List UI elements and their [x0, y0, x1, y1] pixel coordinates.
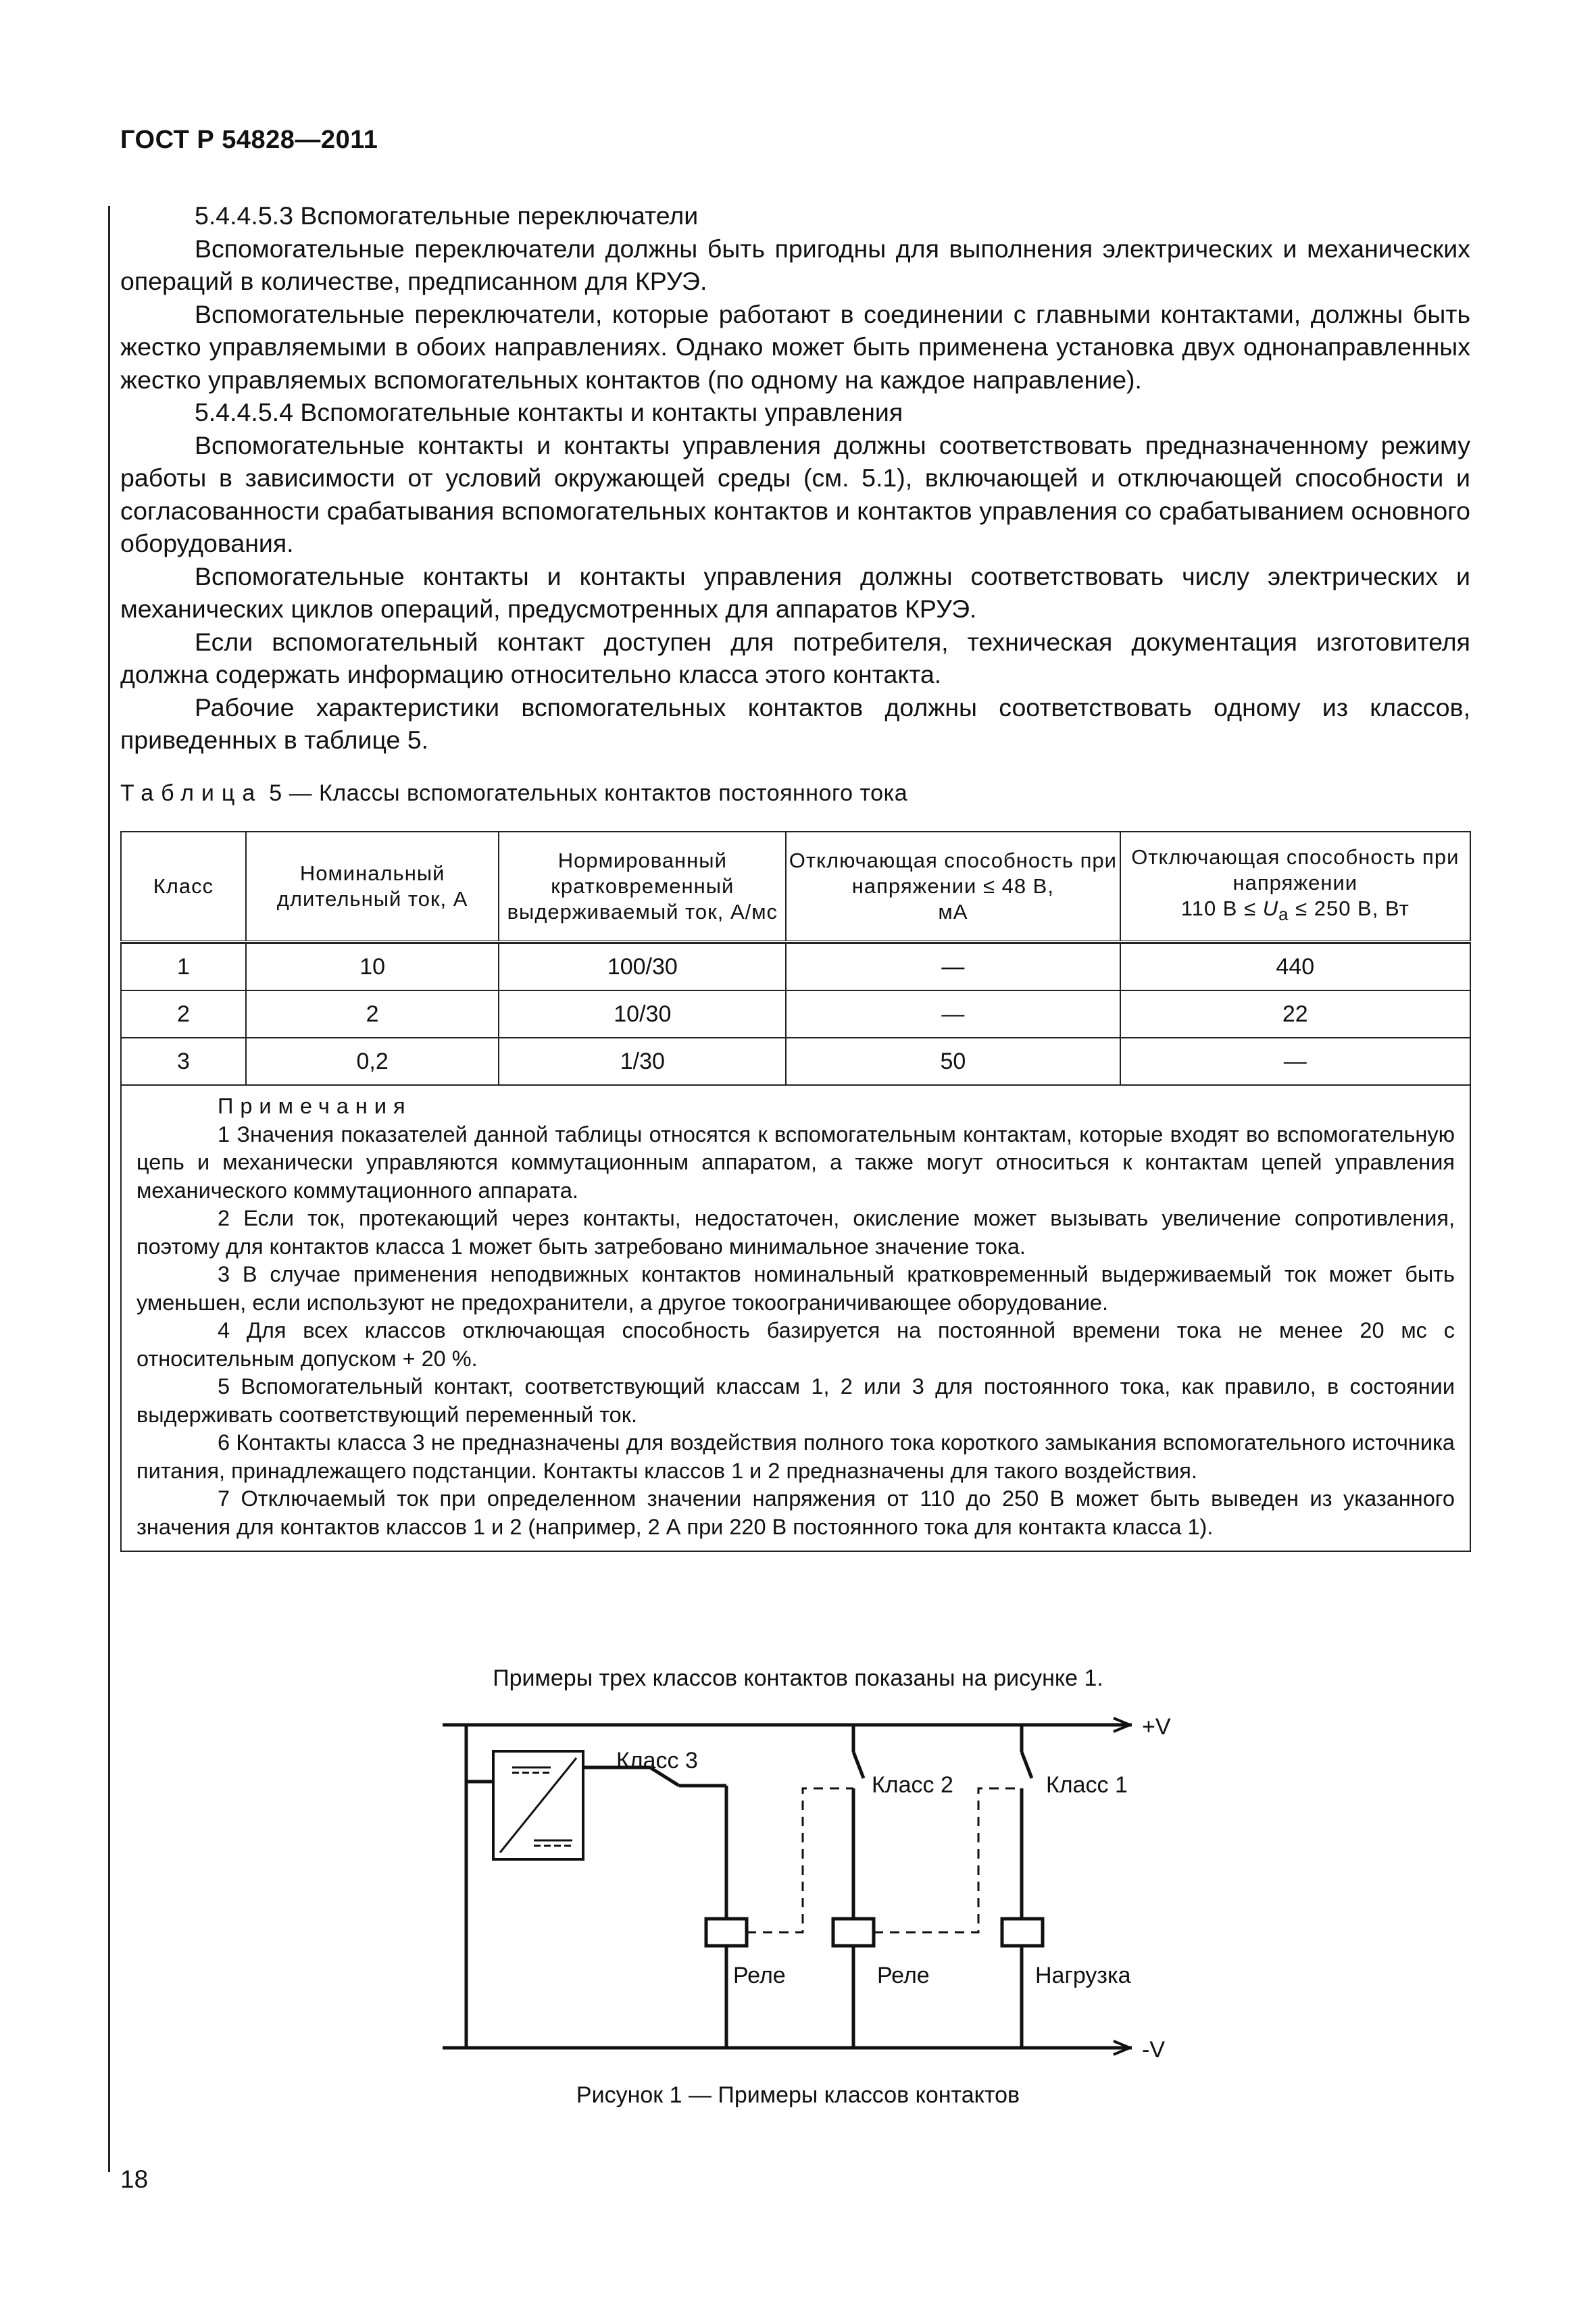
- class1-switch-blade: [1022, 1752, 1032, 1778]
- class2-label: Класс 2: [872, 1772, 953, 1798]
- relay1-to-class2-linkage: [747, 1788, 853, 1932]
- range-start: 110 В ≤: [1180, 897, 1263, 921]
- load-label: Нагрузка: [1035, 1963, 1131, 1988]
- notes-title: Примечания: [218, 1094, 412, 1118]
- converter-dc-symbols: [512, 1767, 572, 1846]
- relay1-label: Реле: [733, 1963, 786, 1988]
- class2-switch-blade: [853, 1752, 864, 1778]
- section-heading-5-4-4-5-4: 5.4.4.5.4 Вспомогательные контакты и контакты управления: [195, 398, 903, 426]
- relay2-label: Реле: [877, 1963, 930, 1988]
- table-cell: 440: [1120, 943, 1470, 990]
- paragraph: Если вспомогательный контакт доступен для потребителя, техническая документация изготовителя должна содержать информацию относительно класса этого контакта.: [120, 627, 1470, 688]
- figure-intro: Примеры трех классов контактов показаны на рисунке 1.: [493, 1665, 1103, 1691]
- table-cell: 1/30: [499, 1038, 786, 1085]
- table-cell: 2: [246, 990, 499, 1038]
- paragraph: Рабочие характеристики вспомогательных контактов должны соответствовать одному из классов, приведенных в таблице 5.: [120, 693, 1470, 754]
- table-cell: 50: [786, 1038, 1120, 1085]
- table-cell: —: [786, 943, 1120, 990]
- voltage-subscript: a: [1278, 905, 1289, 925]
- note-item: 4 Для всех классов отключающая способность базируется на постоянной времени тока не менее 20 мс с относительным допуском + 20 %.: [136, 1318, 1455, 1371]
- paragraph: Вспомогательные переключатели должны быть пригодны для выполнения электрических и механических операций в количестве, предписанном для КРУЭ.: [120, 234, 1470, 295]
- note-item: 2 Если ток, протекающий через контакты, недостаточен, окисление может вызывать увеличение сопротивления, поэтому для контактов класса 1 может быть затребовано минимальное значение тока.: [136, 1206, 1455, 1259]
- figure-caption: Рисунок 1 — Примеры классов контактов: [576, 2082, 1020, 2108]
- paragraph: Вспомогательные переключатели, которые работают в соединении с главными контактами, должны быть жестко управляемыми в обоих направлениях. Однако может быть применена установка двух однонаправленных жестко управляемых вспомогательных контактов (по одному на каждое направление).: [120, 299, 1470, 394]
- header-short-time-current: Нормированный кратковременный выдерживаемый ток, А/мс: [499, 832, 786, 942]
- minus-v-label: -V: [1142, 2037, 1165, 2063]
- note-item: 3 В случае применения неподвижных контактов номинальный кратковременный выдерживаемый ток может быть уменьшен, если используют не предохранители, а другое токоограничивающее оборудование.: [136, 1262, 1455, 1315]
- mechanical-linkages: [747, 1788, 1022, 1932]
- header-rated-current: Номинальный длительный ток, А: [246, 832, 499, 942]
- table-cell: 100/30: [499, 943, 786, 990]
- range-end: ≤ 250 В, Вт: [1289, 897, 1410, 921]
- table-cell: 3: [121, 1038, 246, 1085]
- table-cell: —: [1120, 1038, 1470, 1085]
- note-item: 7 Отключаемый ток при определенном значении напряжения от 110 до 250 В может быть выведен из указанного значения для контактов классов 1 и 2 (например, 2 А при 220 В постоянного тока для контакта класса 1).: [136, 1486, 1455, 1539]
- class3-label: Класс 3: [616, 1748, 698, 1774]
- page-number: 18: [120, 2165, 149, 2193]
- table-cell: 0,2: [246, 1038, 499, 1085]
- note-item: 1 Значения показателей данной таблицы относятся к вспомогательным контактам, которые входят во вспомогательную цепь и механически управляются коммутационным аппаратом, а также могут относиться к контактам цепей управления механического коммутационного аппарата.: [136, 1122, 1455, 1203]
- header-breaking-48v-text: Отключающая способность при напряжении ≤ 48 В,: [789, 849, 1117, 898]
- table-cell: 10/30: [499, 990, 786, 1038]
- relay2-coil: [833, 1919, 874, 1946]
- voltage-symbol: U: [1262, 897, 1279, 921]
- header-breaking-48v-unit: мА: [938, 900, 968, 924]
- relay2-to-class1-linkage: [874, 1788, 1022, 1932]
- paragraph: Вспомогательные контакты и контакты управления должны соответствовать числу электрических и механических циклов операций, предусмотренных для аппаратов КРУЭ.: [120, 561, 1470, 623]
- note-item: 5 Вспомогательный контакт, соответствующий классам 1, 2 или 3 для постоянного тока, как правило, в состоянии выдерживать соответствующий переменный ток.: [136, 1374, 1455, 1427]
- table-cell: 1: [121, 943, 246, 990]
- table-caption-text: 5 — Классы вспомогательных контактов постоянного тока: [262, 780, 908, 806]
- paragraph: Вспомогательные контакты и контакты управления должны соответствовать предназначенному режиму работы в зависимости от условий окружающей среды (см. 5.1), включающей и отключающей способности и согласованности срабатывания вспомогательных контактов и контактов управления со срабатыванием основного оборудования.: [120, 430, 1470, 557]
- table-cell: 22: [1120, 990, 1470, 1038]
- table-caption-label: Таблица: [120, 780, 263, 806]
- table-cell: 2: [121, 990, 246, 1038]
- load-element: [1002, 1919, 1043, 1946]
- header-class: Класс: [121, 832, 246, 942]
- plus-v-label: +V: [1142, 1714, 1171, 1740]
- relay1-coil: [706, 1919, 747, 1946]
- table-cell: —: [786, 990, 1120, 1038]
- class1-label: Класс 1: [1046, 1772, 1128, 1798]
- header-breaking-250v-text: Отключающая способность при напряжении: [1131, 845, 1460, 895]
- document-header: ГОСТ Р 54828—2011: [120, 126, 378, 154]
- section-heading-5-4-4-5-3: 5.4.4.5.3 Вспомогательные переключатели: [195, 201, 699, 230]
- table-cell: 10: [246, 943, 499, 990]
- note-item: 6 Контакты класса 3 не предназначены для воздействия полного тока короткого замыкания вспомогательного источника питания, принадлежащего подстанции. Контакты классов 1 и 2 предназначены для такого воздействия.: [136, 1430, 1455, 1483]
